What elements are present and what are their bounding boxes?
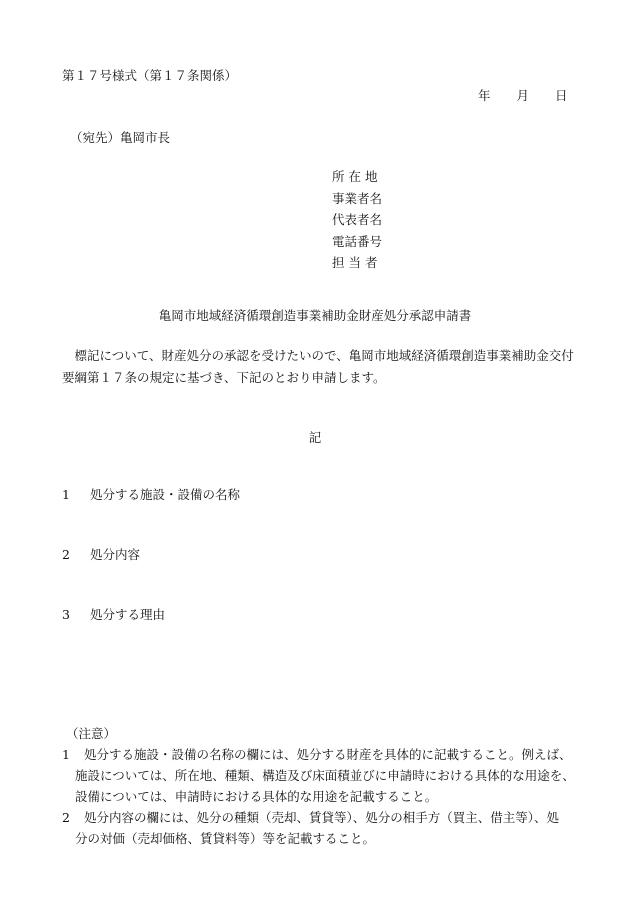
field-business-name: 事業者名 [332, 190, 383, 206]
item-disposal-reason [62, 605, 165, 623]
date-month: 月 [516, 88, 530, 103]
item-label: 処分内容 [90, 547, 141, 562]
note-1 [62, 744, 582, 765]
note-2 [62, 807, 582, 828]
item-disposal-content [62, 545, 140, 563]
field-phone: 電話番号 [332, 233, 383, 249]
date-day: 日 [555, 88, 568, 103]
addressee: （宛先）亀岡市長 [70, 130, 171, 145]
form-number: 第１７号様式（第１７条関係） [62, 68, 238, 83]
body-text [62, 345, 582, 389]
body-line: 要綱第１７条の規定に基づき、下記のとおり申請します。 [62, 370, 386, 385]
note-line: 施設については、所在地、種類、構造及び床面積並びに申請時における具体的な用途を、 [75, 768, 575, 783]
date-line [478, 86, 568, 104]
field-contact-person: 担 当 者 [332, 255, 378, 270]
document-title: 亀岡市地域経済循環創造事業補助金財産処分承認申請書 [158, 308, 472, 323]
note-line: 処分内容の欄には、処分の種類（売却、賃貸等）、処分の相手方（買主、借主等）、処 [84, 810, 560, 825]
notes-heading: （注意） [66, 726, 117, 741]
item-number: 3 [62, 607, 70, 622]
notes [62, 744, 582, 849]
item-label: 処分する施設・設備の名称 [90, 487, 241, 502]
item-facility-name [62, 485, 240, 503]
note-line: 設備については、申請時における具体的な用途を記載すること。 [75, 789, 438, 804]
note-line: 処分する施設・設備の名称の欄には、処分する財産を具体的に記載すること。例えば、 [84, 747, 572, 762]
item-label: 処分する理由 [90, 607, 166, 622]
item-number: 1 [62, 487, 70, 502]
note-line: 分の対価（売却価格、賃貸料等）等を記載すること。 [75, 831, 376, 846]
date-year: 年 [478, 88, 491, 103]
note-number: 2 [62, 810, 70, 825]
body-line: 標記について、財産処分の承認を受けたいので、亀岡市地域経済循環創造事業補助金交付 [62, 348, 574, 363]
applicant-fields [332, 166, 382, 274]
item-number: 2 [62, 547, 70, 562]
note-number: 1 [62, 747, 70, 762]
field-representative: 代表者名 [332, 212, 383, 227]
field-address: 所 在 地 [332, 169, 378, 184]
ki-heading: 記 [308, 430, 322, 445]
